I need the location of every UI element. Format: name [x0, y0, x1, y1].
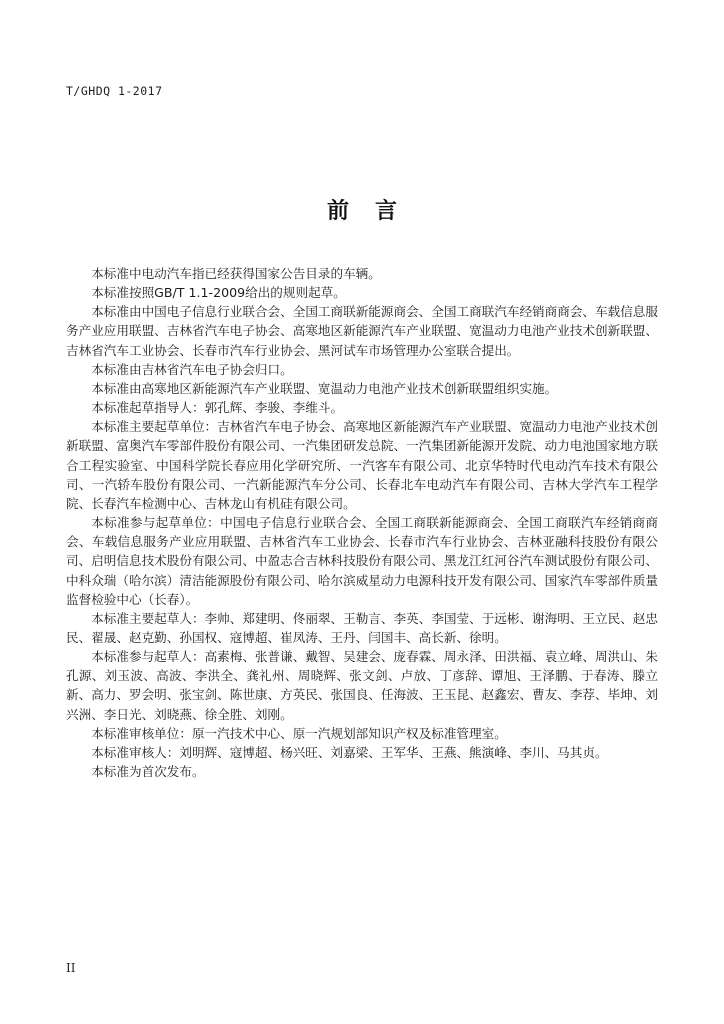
- paragraph: 本标准参与起草人：高素梅、张普谦、戴智、吴建会、庞春霖、周永泽、田洪福、袁立峰、周洪山、朱孔源、刘玉波、高波、李洪全、龚礼州、周晓辉、张文剑、卢放、丁彦辞、谭旭、王泽鹏、于春涛、滕立新、高力、罗会明、张宝剑、陈世康、方英民、张国良、任海波、王玉昆、赵鑫宏、曹友、李荐、毕坤、刘兴洲、李日光、刘晓燕、徐全胜、刘刚。: [66, 649, 658, 722]
- paragraph: 本标准为首次发布。: [91, 764, 205, 780]
- paragraph: 本标准中电动汽车指已经获得国家公告目录的车辆。: [91, 266, 381, 281]
- paragraph: 本标准主要起草单位：吉林省汽车电子协会、高寒地区新能源汽车产业联盟、宽温动力电池产业技术创新联盟、富奥汽车零部件股份有限公司、一汽集团研发总院、一汽集团新能源开发院、动力电池国家地方联合工程实验室、中国科学院长春应用化学研究所、一汽客车有限公司、北京华特时代电动汽车技术有限公司、一汽轿车股份有限公司、一汽新能源汽车分公司、长春北车电动汽车有限公司、吉林大学汽车工程学院、长春汽车检测中心、吉林龙山有机硅有限公司。: [66, 419, 658, 511]
- paragraph: 本标准由吉林省汽车电子协会归口。: [91, 361, 293, 377]
- paragraph: 本标准参与起草单位：中国电子信息行业联合会、全国工商联新能源商会、全国工商联汽车经销商商会、车载信息服务产业应用联盟、吉林省汽车工业协会、长春市汽车行业协会、吉林亚融科技股份有限公司、启明信息技术股份有限公司、中盈志合吉林科技股份有限公司、黑龙江红河谷汽车测试股份有限公司、中科众瑞（哈尔滨）清洁能源股份有限公司、哈尔滨威星动力电源科技开发有限公司、国家汽车零部件质量监督检验中心（长春）。: [66, 515, 658, 607]
- page-number: II: [66, 961, 76, 975]
- paragraph: 本标准按照GB/T 1.1-2009给出的规则起草。: [91, 285, 346, 301]
- paragraph: 本标准审核单位：原一汽技术中心、原一汽规划部知识产权及标准管理室。: [91, 725, 507, 741]
- body-text: [66, 264, 658, 781]
- document-code: T/GHDQ 1-2017: [66, 84, 163, 98]
- page-title: 前言: [326, 199, 423, 224]
- paragraph: 本标准起草指导人：郭孔辉、李骏、李维斗。: [91, 400, 344, 416]
- paragraph: 本标准主要起草人：李帅、郑建明、佟丽翠、王勒言、李英、李国莹、于远彬、谢海明、王立民、赵忠民、翟晟、赵克勤、孙国权、寇博超、崔凤涛、王丹、闫国丰、高长新、徐明。: [66, 610, 658, 645]
- paragraph: 本标准由高寒地区新能源汽车产业联盟、宽温动力电池产业技术创新联盟组织实施。: [91, 380, 558, 396]
- paragraph: 本标准由中国电子信息行业联合会、全国工商联新能源商会、全国工商联汽车经销商商会、车载信息服务产业应用联盟、吉林省汽车电子协会、高寒地区新能源汽车产业联盟、宽温动力电池产业技术创新联盟、吉林省汽车工业协会、长春市汽车行业协会、黑河试车市场管理办公室联合提出。: [66, 304, 658, 358]
- paragraph: 本标准审核人：刘明辉、寇博超、杨兴旺、刘嘉梁、王军华、王燕、熊演峰、李川、马其贞。: [91, 744, 608, 760]
